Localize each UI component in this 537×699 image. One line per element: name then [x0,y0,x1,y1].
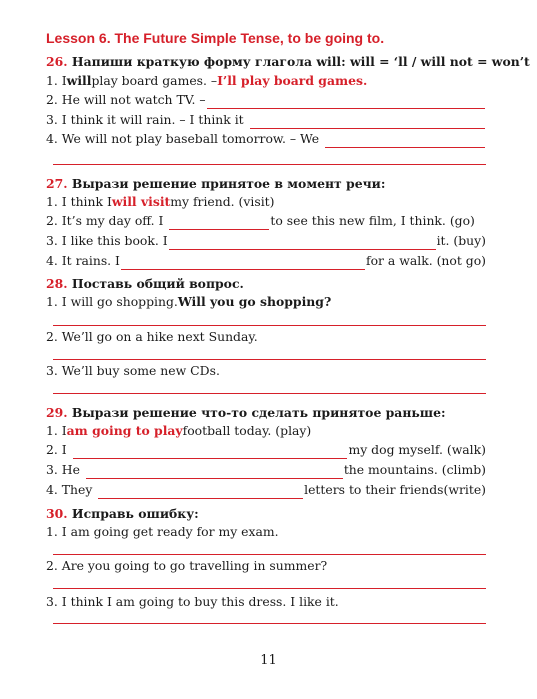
exercise-30-number: 30. [46,506,68,521]
item-text: 1. I think I [46,194,112,209]
exercise-26-item-4 [46,130,486,148]
exercise-27-instruction: Вырази решение принятое в момент речи: [71,176,386,191]
exercise-26-instruction: Напиши краткую форму глагола will: will = ‘ll / will not = won’t [71,54,530,69]
lesson-title: Lesson 6. The Future Simple Tense, to be going to. [46,30,385,46]
answer-line[interactable] [53,588,486,589]
exercise-27-item-4 [46,252,486,270]
item-text: 1. I will go shopping. [46,294,178,309]
answer-blank[interactable] [73,445,348,459]
answer-blank[interactable] [98,485,303,499]
item-text: 2. I [46,442,67,457]
exercise-30-title [46,506,199,521]
item-text: my dog myself. (walk) [348,442,486,457]
answer-blank[interactable] [121,256,365,270]
exercise-27-item-3 [46,232,486,250]
example-answer: Will you go shopping? [177,294,332,309]
exercise-30-item-1 [46,523,486,541]
exercise-28-title [46,276,244,291]
item-text: 2. Are you going to go travelling in summer? [46,558,328,573]
exercise-29-item-4 [46,481,486,499]
exercise-26-number: 26. [46,54,68,69]
exercise-29-instruction: Вырази решение что-то сделать принятое раньше: [71,405,446,420]
answer-blank[interactable] [86,465,343,479]
exercise-28-item-3 [46,362,486,380]
item-text: football today. (play) [182,423,312,438]
exercise-27-number: 27. [46,176,68,191]
item-text: 2. It’s my day off. I [46,213,164,228]
exercise-26-item-2 [46,91,486,109]
exercise-29-item-3 [46,461,486,479]
item-text: 2. He will not watch TV. – [46,92,206,107]
item-text: 3. I like this book. I [46,233,168,248]
answer-line[interactable] [53,359,486,360]
exercise-28-number: 28. [46,276,68,291]
answer-line[interactable] [53,325,486,326]
item-text: it. (buy) [436,233,486,248]
exercise-29-title [46,405,446,420]
answer-blank[interactable] [169,236,436,250]
exercise-28-instruction: Поставь общий вопрос. [71,276,244,291]
item-text: 4. It rains. I [46,253,120,268]
item-text: my friend. (visit) [170,194,275,209]
item-text: 4. We will not play baseball tomorrow. – We [46,131,320,146]
item-text: play board games. – [91,73,218,88]
exercise-26-title [46,54,530,69]
exercise-28-item-1 [46,293,486,311]
example-answer: I’ll play board games. [217,73,368,88]
item-text: 1. I [46,73,67,88]
answer-line[interactable] [53,393,486,394]
example-answer: will visit [111,194,171,209]
item-text: the mountains. (climb) [343,462,486,477]
answer-blank[interactable] [207,95,485,109]
item-text: 3. We’ll buy some new CDs. [46,363,220,378]
exercise-30-instruction: Исправь ошибку: [71,506,199,521]
item-text: 4. They [46,482,93,497]
exercise-29-item-1 [46,422,486,440]
item-text: 1. I am going get ready for my exam. [46,524,279,539]
item-text: letters to their friends(write) [304,482,486,497]
item-text: 3. I think it will rain. – I think it [46,112,244,127]
exercise-26-item-3 [46,111,486,129]
exercise-30-item-2 [46,557,486,575]
answer-line[interactable] [53,623,486,624]
answer-line[interactable] [53,164,486,165]
exercise-28-item-2 [46,328,486,346]
exercise-29-item-2 [46,441,486,459]
answer-blank[interactable] [169,216,269,230]
item-text: 1. I [46,423,67,438]
example-answer: am going to play [66,423,183,438]
item-text: 2. We’ll go on a hike next Sunday. [46,329,258,344]
item-text: to see this new film, I think. (go) [270,213,475,228]
exercise-29-number: 29. [46,405,68,420]
page-number: 11 [260,653,277,668]
item-text: for a walk. (not go) [366,253,486,268]
item-text: 3. I think I am going to buy this dress. I like it. [46,594,339,609]
exercise-27-item-2 [46,212,486,230]
answer-blank[interactable] [325,134,485,148]
item-keyword: will [66,73,92,88]
exercise-30-item-3 [46,593,486,611]
item-text: 3. He [46,462,80,477]
exercise-26-item-1 [46,72,486,90]
answer-line[interactable] [53,554,486,555]
answer-blank[interactable] [250,115,485,129]
exercise-27-item-1 [46,193,486,211]
exercise-27-title [46,176,385,191]
